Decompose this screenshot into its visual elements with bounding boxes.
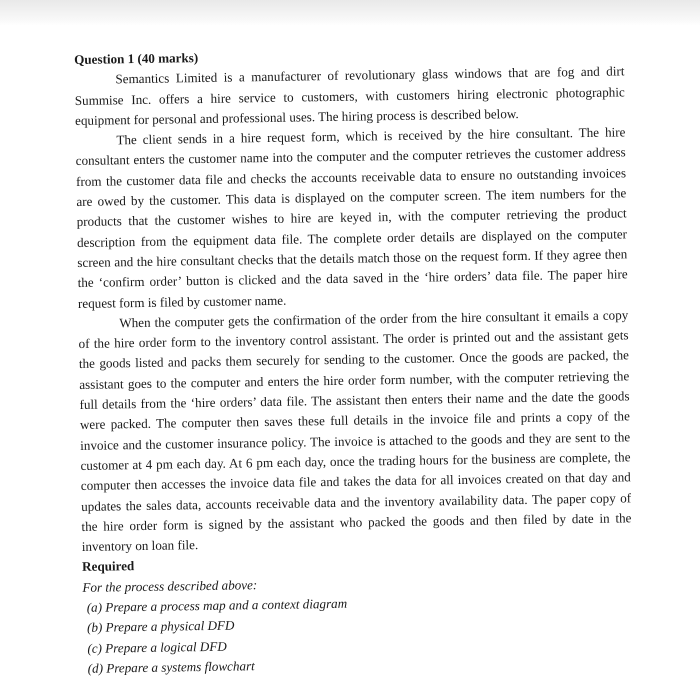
task-item-c: (c) Prepare a logical DFD [87,638,227,656]
paragraph-hire-request: The client sends in a hire request form, which is received by the hire consultant. The hire consultant enters the customer name into the computer and the computer retrieves the customer address from the customer data file and checks the accounts receivable data to ensure no outstanding invoices are owed by the customer. This data is displayed on the computer screen. The item numbers for the products that the customer wishes to hire are keyed in, with the computer retrieving the product description from the equipment data file. The complete order details are displayed on the computer screen and the hire consultant checks that the details match those on the request form. If they agree then the ‘confirm order’ button is clicked and the data saved in the ‘hire orders’ data file. The paper hire request form is filed by customer name. [75,124,628,311]
task-item-a: (a) Prepare a process map and a context diagram [86,595,348,615]
task-list [83,589,634,679]
scan-shadow [0,0,700,26]
task-item-d: (d) Prepare a systems flowchart [87,658,255,676]
document-page [74,41,634,679]
question-title: Question 1 (40 marks) [74,50,199,67]
task-item-b: (b) Prepare a physical DFD [86,617,235,636]
paragraph-intro: Semantics Limited is a manufacturer of revolutionary glass windows that are fog and dirt Summise Inc. offers a hire service to customers, with customers hiring electronic photographic equipment for personal and professional uses. The hiring process is described below. [74,63,625,128]
paragraph-order-confirmation: When the computer gets the confirmation of the order from the hire consultant it emails a copy of the hire order form to the inventory control assistant. The order is printed out and the assistant gets the goods listed and packs them securely for sending to the customer. Once the goods are packed, the assistant goes to the computer and enters the hire order form number, with the computer retrieving the full details from the ‘hire orders’ data file. The assistant then enters their name and the date the goods were packed. The computer then saves these full details in the invoice file and prints a copy of the invoice and the customer insurance policy. The invoice is attached to the goods and they are sent to the customer at 4 pm each day. At 6 pm each day, once the trading hours for the business are complete, the computer then accesses the invoice data file and takes the data for all invoices created on that day and updates the sales data, accounts receivable data and the inventory availability data. The paper copy of the hire order form is signed by the assistant who packed the goods and then filed by date in the inventory on loan file. [78,307,632,555]
required-heading: Required [82,558,135,575]
instruction-text: For the process described above: [82,576,258,595]
